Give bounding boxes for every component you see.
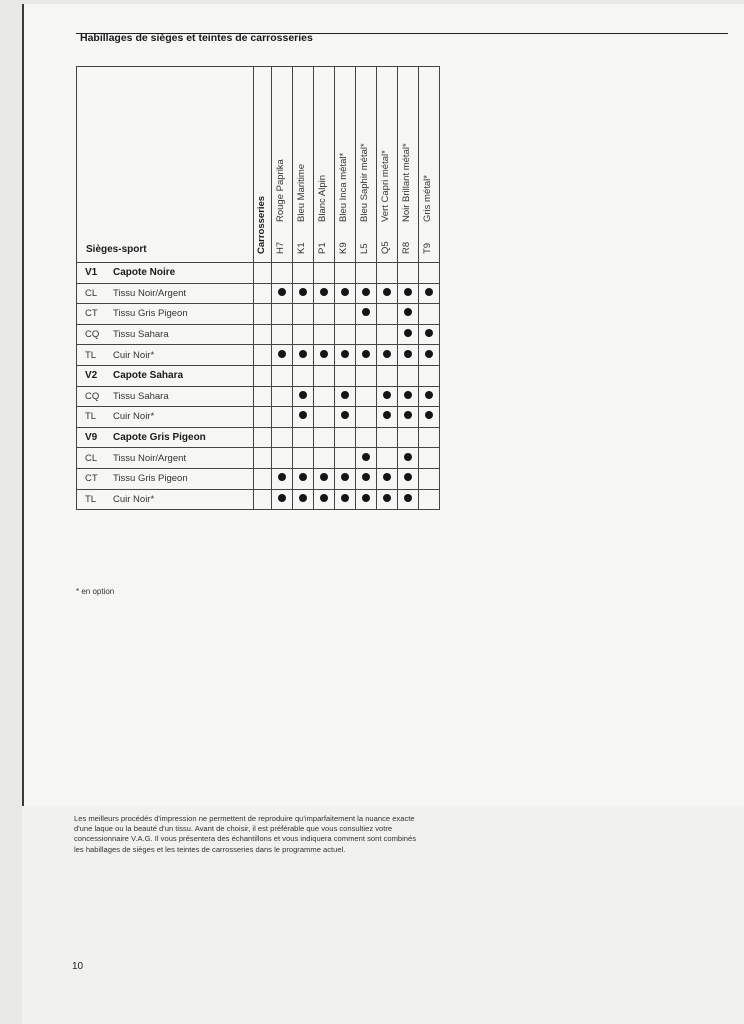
row-label: Tissu Noir/Argent bbox=[113, 287, 187, 299]
carrosseries-spacer-cell bbox=[254, 427, 272, 448]
row-code: V9 bbox=[85, 432, 98, 444]
availability-cell bbox=[377, 448, 398, 469]
row-label: Tissu Sahara bbox=[113, 390, 169, 402]
row-code: CL bbox=[85, 287, 98, 299]
available-dot-icon bbox=[320, 494, 328, 502]
group-row bbox=[77, 365, 440, 386]
availability-cell bbox=[314, 489, 335, 510]
row-label: Tissu Gris Pigeon bbox=[113, 473, 188, 485]
availability-cell bbox=[314, 407, 335, 428]
available-dot-icon bbox=[341, 288, 349, 296]
availability-cell bbox=[356, 324, 377, 345]
availability-cell bbox=[272, 468, 293, 489]
availability-cell bbox=[356, 365, 377, 386]
availability-cell bbox=[419, 386, 440, 407]
availability-cell bbox=[272, 304, 293, 325]
available-dot-icon bbox=[404, 329, 412, 337]
carrosseries-spacer-cell bbox=[254, 283, 272, 304]
available-dot-icon bbox=[341, 411, 349, 419]
availability-cell bbox=[377, 304, 398, 325]
color-code: P1 bbox=[317, 242, 328, 254]
available-dot-icon bbox=[404, 288, 412, 296]
color-header-q5 bbox=[377, 67, 398, 263]
availability-cell bbox=[293, 283, 314, 304]
table-row bbox=[77, 304, 440, 325]
available-dot-icon bbox=[341, 473, 349, 481]
table-row bbox=[77, 386, 440, 407]
table-header-row bbox=[77, 67, 440, 263]
availability-cell bbox=[335, 448, 356, 469]
availability-cell bbox=[356, 345, 377, 366]
color-name: Blanc Alpin bbox=[317, 174, 328, 222]
color-code: K9 bbox=[338, 242, 349, 254]
availability-cell bbox=[335, 365, 356, 386]
availability-cell bbox=[293, 386, 314, 407]
available-dot-icon bbox=[362, 494, 370, 502]
color-name: Bleu Maritime bbox=[296, 163, 307, 222]
availability-cell bbox=[335, 304, 356, 325]
availability-cell bbox=[335, 427, 356, 448]
available-dot-icon bbox=[383, 288, 391, 296]
available-dot-icon bbox=[383, 473, 391, 481]
availability-cell bbox=[314, 427, 335, 448]
carrosseries-spacer-cell bbox=[254, 324, 272, 345]
available-dot-icon bbox=[299, 411, 307, 419]
available-dot-icon bbox=[341, 350, 349, 358]
carrosseries-spacer-cell bbox=[254, 468, 272, 489]
availability-cell bbox=[419, 304, 440, 325]
availability-cell bbox=[314, 324, 335, 345]
available-dot-icon bbox=[362, 453, 370, 461]
carrosseries-spacer-cell bbox=[254, 407, 272, 428]
availability-cell bbox=[293, 345, 314, 366]
row-label-cell bbox=[77, 263, 254, 284]
availability-cell bbox=[377, 386, 398, 407]
carrosseries-header-cell bbox=[254, 67, 272, 263]
availability-cell bbox=[272, 263, 293, 284]
table-row bbox=[77, 283, 440, 304]
available-dot-icon bbox=[299, 473, 307, 481]
available-dot-icon bbox=[278, 288, 286, 296]
availability-cell bbox=[356, 489, 377, 510]
availability-cell bbox=[335, 263, 356, 284]
seat-color-table bbox=[76, 66, 440, 510]
row-code: TL bbox=[85, 349, 97, 361]
availability-cell bbox=[356, 304, 377, 325]
availability-cell bbox=[335, 283, 356, 304]
availability-cell bbox=[398, 386, 419, 407]
row-label: Tissu Noir/Argent bbox=[113, 452, 187, 464]
color-code: R8 bbox=[401, 241, 412, 254]
available-dot-icon bbox=[341, 494, 349, 502]
availability-cell bbox=[272, 427, 293, 448]
color-header-p1 bbox=[314, 67, 335, 263]
availability-cell bbox=[356, 448, 377, 469]
carrosseries-spacer-cell bbox=[254, 448, 272, 469]
row-label-cell bbox=[77, 489, 254, 510]
row-label: Tissu Gris Pigeon bbox=[113, 308, 188, 320]
color-header-l5 bbox=[356, 67, 377, 263]
availability-cell bbox=[398, 345, 419, 366]
row-label: Cuir Noir* bbox=[113, 411, 155, 423]
availability-cell bbox=[314, 386, 335, 407]
availability-cell bbox=[314, 345, 335, 366]
availability-cell bbox=[377, 324, 398, 345]
availability-cell bbox=[335, 345, 356, 366]
page-number: 10 bbox=[72, 961, 84, 972]
availability-cell bbox=[335, 489, 356, 510]
availability-cell bbox=[398, 324, 419, 345]
availability-cell bbox=[419, 489, 440, 510]
availability-cell bbox=[419, 448, 440, 469]
availability-cell bbox=[272, 345, 293, 366]
availability-cell bbox=[314, 283, 335, 304]
available-dot-icon bbox=[320, 350, 328, 358]
availability-cell bbox=[356, 407, 377, 428]
available-dot-icon bbox=[299, 350, 307, 358]
available-dot-icon bbox=[425, 288, 433, 296]
availability-cell bbox=[377, 489, 398, 510]
available-dot-icon bbox=[362, 350, 370, 358]
availability-cell bbox=[398, 407, 419, 428]
available-dot-icon bbox=[425, 391, 433, 399]
available-dot-icon bbox=[404, 391, 412, 399]
group-row bbox=[77, 263, 440, 284]
row-label: Capote Gris Pigeon bbox=[113, 432, 206, 444]
availability-cell bbox=[314, 304, 335, 325]
color-header-h7 bbox=[272, 67, 293, 263]
availability-cell bbox=[356, 468, 377, 489]
page-title: Habillages de sièges et teintes de carrosseries bbox=[80, 32, 313, 44]
color-name: Bleu Inca métal* bbox=[338, 152, 349, 222]
row-code: TL bbox=[85, 411, 97, 423]
available-dot-icon bbox=[278, 473, 286, 481]
carrosseries-spacer-cell bbox=[254, 345, 272, 366]
availability-cell bbox=[356, 386, 377, 407]
table-row bbox=[77, 448, 440, 469]
row-code: V2 bbox=[85, 370, 98, 382]
availability-cell bbox=[272, 489, 293, 510]
availability-cell bbox=[419, 324, 440, 345]
availability-cell bbox=[377, 345, 398, 366]
available-dot-icon bbox=[404, 411, 412, 419]
seats-label: Sièges-sport bbox=[86, 244, 147, 255]
availability-cell bbox=[356, 427, 377, 448]
availability-cell bbox=[377, 468, 398, 489]
carrosseries-label: Carrosseries bbox=[255, 195, 267, 254]
available-dot-icon bbox=[299, 391, 307, 399]
color-name: Noir Brillant métal* bbox=[401, 143, 412, 222]
table-row bbox=[77, 324, 440, 345]
availability-cell bbox=[314, 263, 335, 284]
color-header-r8 bbox=[398, 67, 419, 263]
row-label-cell bbox=[77, 386, 254, 407]
row-label: Cuir Noir* bbox=[113, 493, 155, 505]
row-code: TL bbox=[85, 493, 97, 505]
availability-cell bbox=[314, 365, 335, 386]
row-code: V1 bbox=[85, 267, 98, 279]
color-code: L5 bbox=[359, 243, 370, 254]
availability-cell bbox=[293, 427, 314, 448]
row-code: CL bbox=[85, 452, 98, 464]
availability-cell bbox=[377, 407, 398, 428]
color-header-k1 bbox=[293, 67, 314, 263]
availability-cell bbox=[356, 263, 377, 284]
availability-cell bbox=[419, 468, 440, 489]
color-code: Q5 bbox=[380, 241, 391, 254]
available-dot-icon bbox=[278, 350, 286, 358]
row-code: CQ bbox=[85, 390, 100, 402]
row-label: Capote Sahara bbox=[113, 370, 184, 382]
available-dot-icon bbox=[320, 288, 328, 296]
availability-cell bbox=[335, 468, 356, 489]
row-code: CT bbox=[85, 473, 98, 485]
color-code: K1 bbox=[296, 242, 307, 254]
carrosseries-spacer-cell bbox=[254, 263, 272, 284]
row-code: CT bbox=[85, 308, 98, 320]
availability-cell bbox=[293, 304, 314, 325]
color-name: Gris métal* bbox=[422, 175, 433, 222]
availability-cell bbox=[272, 324, 293, 345]
row-code: CQ bbox=[85, 329, 100, 341]
availability-cell bbox=[398, 427, 419, 448]
availability-cell bbox=[377, 283, 398, 304]
row-label-cell bbox=[77, 324, 254, 345]
row-label: Capote Noire bbox=[113, 267, 176, 279]
availability-cell bbox=[398, 489, 419, 510]
row-label: Cuir Noir* bbox=[113, 349, 155, 361]
availability-cell bbox=[398, 283, 419, 304]
availability-cell bbox=[272, 283, 293, 304]
available-dot-icon bbox=[383, 494, 391, 502]
available-dot-icon bbox=[299, 288, 307, 296]
availability-cell bbox=[335, 386, 356, 407]
table-corner-cell bbox=[77, 67, 254, 263]
available-dot-icon bbox=[383, 391, 391, 399]
row-label-cell bbox=[77, 345, 254, 366]
carrosseries-spacer-cell bbox=[254, 304, 272, 325]
carrosseries-spacer-cell bbox=[254, 489, 272, 510]
availability-cell bbox=[398, 468, 419, 489]
available-dot-icon bbox=[278, 494, 286, 502]
available-dot-icon bbox=[362, 308, 370, 316]
availability-cell bbox=[356, 283, 377, 304]
carrosseries-spacer-cell bbox=[254, 365, 272, 386]
row-label-cell bbox=[77, 427, 254, 448]
available-dot-icon bbox=[425, 411, 433, 419]
availability-cell bbox=[398, 263, 419, 284]
available-dot-icon bbox=[404, 494, 412, 502]
availability-cell bbox=[293, 468, 314, 489]
availability-cell bbox=[293, 263, 314, 284]
availability-cell bbox=[314, 448, 335, 469]
color-name: Rouge Paprika bbox=[275, 159, 286, 222]
available-dot-icon bbox=[425, 329, 433, 337]
availability-cell bbox=[377, 427, 398, 448]
availability-cell bbox=[293, 448, 314, 469]
availability-cell bbox=[419, 365, 440, 386]
carrosseries-spacer-cell bbox=[254, 386, 272, 407]
row-label-cell bbox=[77, 468, 254, 489]
row-label: Tissu Sahara bbox=[113, 329, 169, 341]
table-row bbox=[77, 468, 440, 489]
available-dot-icon bbox=[404, 473, 412, 481]
availability-cell bbox=[293, 324, 314, 345]
row-label-cell bbox=[77, 365, 254, 386]
availability-cell bbox=[419, 407, 440, 428]
disclaimer-text: Les meilleurs procédés d'impression ne permettent de reproduire qu'imparfaitement la nuance exacte d'une laque ou la beauté d'un tissu. Avant de choisir, il est préférable que vous consultiez votre concessionnaire V.A.G. Il vous présentera des échantillons et vous indiquera comment sont combinés les habillages de sièges et les teintes de carrosseries dans le programme actuel. bbox=[74, 814, 417, 854]
color-code: H7 bbox=[275, 241, 286, 254]
available-dot-icon bbox=[362, 473, 370, 481]
table-row bbox=[77, 489, 440, 510]
available-dot-icon bbox=[404, 453, 412, 461]
availability-cell bbox=[335, 324, 356, 345]
availability-cell bbox=[398, 304, 419, 325]
available-dot-icon bbox=[383, 411, 391, 419]
availability-cell bbox=[272, 386, 293, 407]
availability-cell bbox=[419, 427, 440, 448]
availability-cell bbox=[293, 489, 314, 510]
available-dot-icon bbox=[362, 288, 370, 296]
color-code: T9 bbox=[422, 242, 433, 254]
availability-cell bbox=[335, 407, 356, 428]
availability-cell bbox=[398, 365, 419, 386]
color-header-k9 bbox=[335, 67, 356, 263]
table-row bbox=[77, 345, 440, 366]
available-dot-icon bbox=[404, 350, 412, 358]
available-dot-icon bbox=[299, 494, 307, 502]
availability-cell bbox=[419, 263, 440, 284]
availability-cell bbox=[293, 365, 314, 386]
availability-cell bbox=[377, 365, 398, 386]
availability-cell bbox=[272, 365, 293, 386]
table-row bbox=[77, 407, 440, 428]
availability-cell bbox=[398, 448, 419, 469]
available-dot-icon bbox=[341, 391, 349, 399]
row-label-cell bbox=[77, 448, 254, 469]
row-label-cell bbox=[77, 407, 254, 428]
available-dot-icon bbox=[320, 473, 328, 481]
group-row bbox=[77, 427, 440, 448]
available-dot-icon bbox=[425, 350, 433, 358]
availability-cell bbox=[272, 407, 293, 428]
color-name: Bleu Saphir métal* bbox=[359, 143, 370, 222]
footnote: * en option bbox=[76, 587, 115, 596]
availability-cell bbox=[377, 263, 398, 284]
available-dot-icon bbox=[404, 308, 412, 316]
row-label-cell bbox=[77, 304, 254, 325]
availability-cell bbox=[419, 283, 440, 304]
availability-cell bbox=[272, 448, 293, 469]
availability-cell bbox=[293, 407, 314, 428]
watermark bbox=[200, 490, 210, 529]
color-name: Vert Capri métal* bbox=[380, 150, 391, 222]
available-dot-icon bbox=[383, 350, 391, 358]
color-header-t9 bbox=[419, 67, 440, 263]
availability-cell bbox=[419, 345, 440, 366]
row-label-cell bbox=[77, 283, 254, 304]
availability-cell bbox=[314, 468, 335, 489]
